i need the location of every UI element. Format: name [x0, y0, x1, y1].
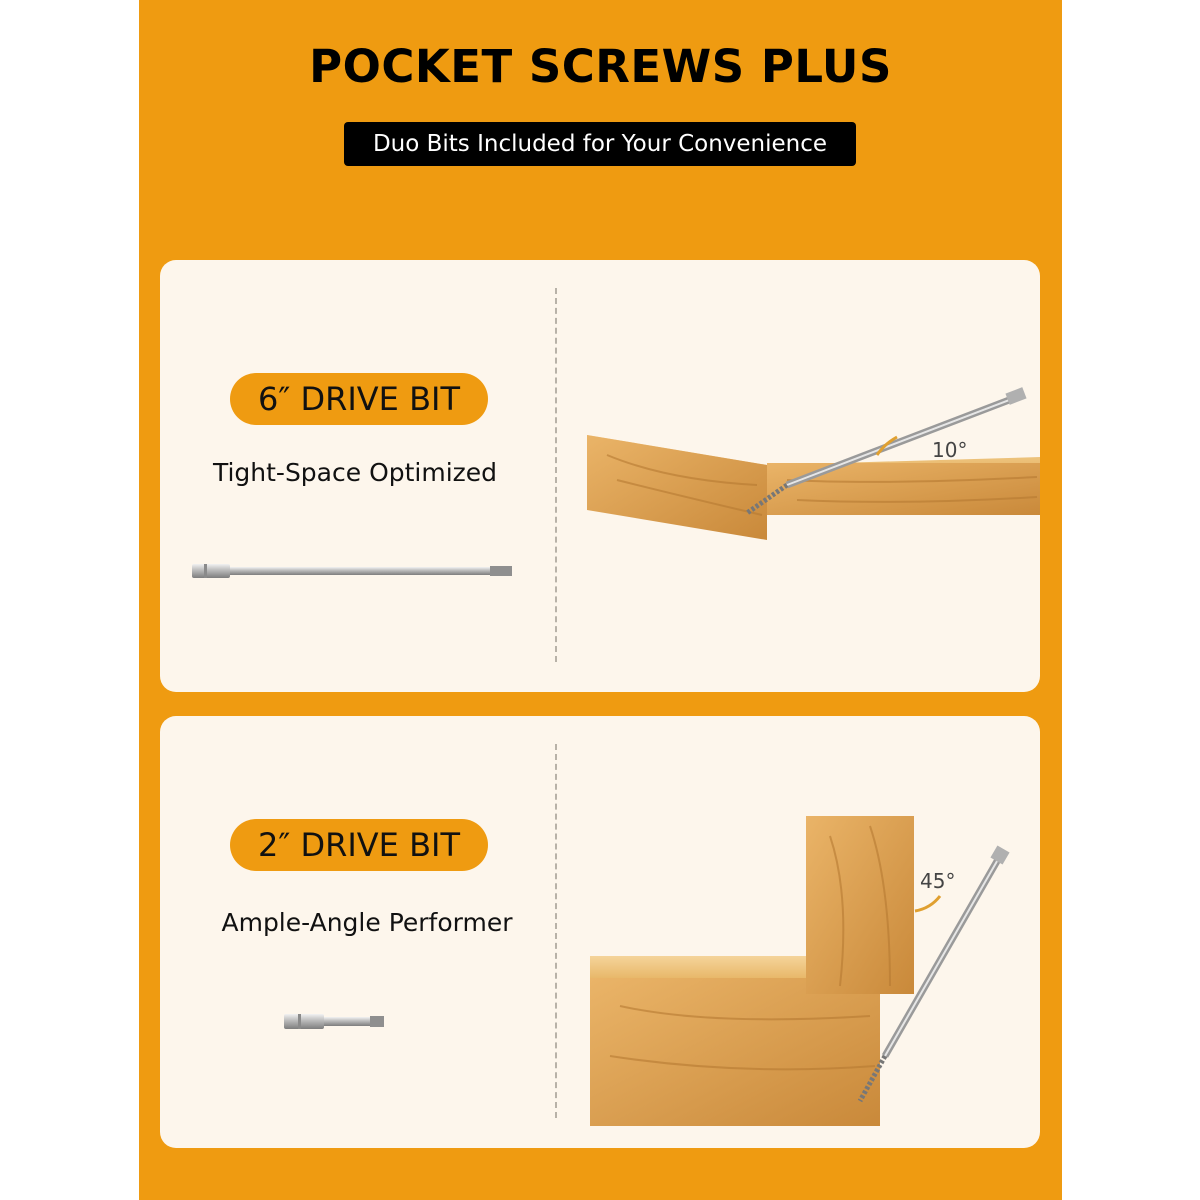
joint-illustration-10deg	[587, 385, 1040, 550]
angle-label: 45°	[920, 869, 956, 893]
bit-tagline: Ample-Angle Performer	[221, 908, 513, 937]
bit-tagline: Tight-Space Optimized	[212, 458, 498, 487]
card-divider	[555, 288, 557, 662]
short-drive-bit-image	[282, 1010, 392, 1034]
feature-card-6in	[160, 260, 1040, 692]
bit-size-badge: 2″ DRIVE BIT	[230, 819, 488, 871]
subtitle-banner: Duo Bits Included for Your Convenience	[344, 122, 856, 166]
feature-card-2in	[160, 716, 1040, 1148]
long-drive-bit-image	[190, 560, 520, 584]
page-title: POCKET SCREWS PLUS	[309, 40, 892, 93]
bit-size-badge: 6″ DRIVE BIT	[230, 373, 488, 425]
product-poster	[139, 0, 1062, 1200]
angle-label: 10°	[932, 438, 968, 462]
joint-illustration-45deg	[590, 816, 1020, 1126]
